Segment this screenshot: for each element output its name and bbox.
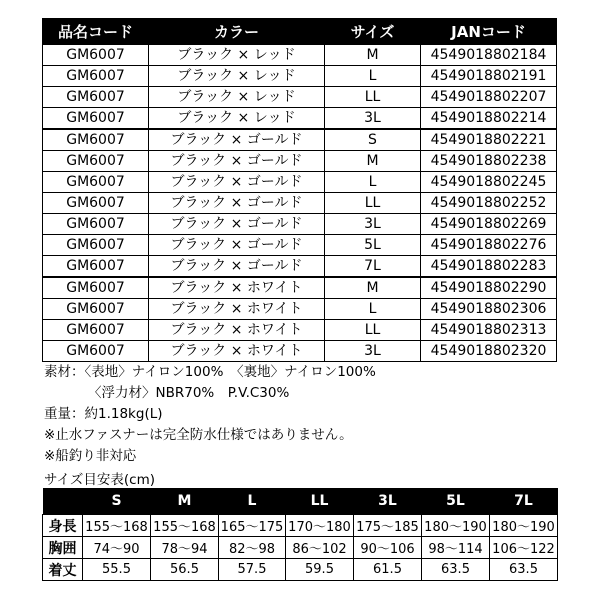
measurement-value: 63.5 [490,559,558,581]
size-chart-title: サイズ目安表(cm) [44,472,156,488]
size-chart-table [42,488,558,581]
table-row [43,235,557,256]
header-color: カラー [149,19,325,45]
size-cell: L [325,172,421,193]
size-cell: 3L [325,341,421,362]
color-cell: ブラック × ゴールド [149,129,325,151]
product-code-cell: GM6007 [43,87,149,108]
measurement-value: 59.5 [286,559,354,581]
measurement-value: 74～90 [83,537,151,559]
size-header-cell: L [219,488,286,515]
jan-code-cell: 4549018802191 [421,66,557,87]
size-chart-corner [43,488,83,515]
color-cell: ブラック × ゴールド [149,256,325,278]
table-row [43,45,557,66]
size-chart-row [43,537,558,559]
size-cell: M [325,151,421,172]
weight-line: 重量：約1.18kg(L) [44,406,163,422]
measurement-value: 63.5 [422,559,490,581]
size-header-cell: 3L [354,488,422,515]
color-cell: ブラック × ゴールド [149,214,325,235]
size-cell: LL [325,87,421,108]
size-header-cell: LL [286,488,354,515]
fishing-note: ※船釣り非対応 [44,448,137,464]
product-code-table [42,18,557,362]
size-header-cell: S [83,488,151,515]
measurement-value: 180～190 [422,515,490,537]
product-code-cell: GM6007 [43,108,149,130]
size-chart-header-row [43,488,558,515]
product-code-cell: GM6007 [43,151,149,172]
product-code-cell: GM6007 [43,235,149,256]
measurement-label: 身長 [43,515,83,537]
measurement-value: 86～102 [286,537,354,559]
jan-code-cell: 4549018802207 [421,87,557,108]
color-cell: ブラック × ゴールド [149,235,325,256]
product-code-cell: GM6007 [43,45,149,66]
color-cell: ブラック × レッド [149,45,325,66]
table-row [43,87,557,108]
product-code-cell: GM6007 [43,172,149,193]
product-code-cell: GM6007 [43,299,149,320]
color-cell: ブラック × ゴールド [149,172,325,193]
size-cell: L [325,299,421,320]
measurement-value: 82～98 [219,537,286,559]
color-cell: ブラック × レッド [149,66,325,87]
measurement-value: 90～106 [354,537,422,559]
size-cell: M [325,45,421,66]
zipper-note: ※止水ファスナーは完全防水仕様ではありません。 [44,427,353,443]
jan-code-cell: 4549018802221 [421,129,557,151]
jan-code-cell: 4549018802214 [421,108,557,130]
jan-code-cell: 4549018802238 [421,151,557,172]
product-notes [44,362,376,467]
size-header-cell: 5L [422,488,490,515]
jan-code-cell: 4549018802283 [421,256,557,278]
table-row [43,320,557,341]
measurement-value: 106～122 [490,537,558,559]
size-cell: LL [325,193,421,214]
jan-code-cell: 4549018802313 [421,320,557,341]
size-cell: 3L [325,108,421,130]
jan-code-cell: 4549018802290 [421,277,557,299]
color-cell: ブラック × ホワイト [149,277,325,299]
measurement-value: 78～94 [151,537,219,559]
measurement-value: 55.5 [83,559,151,581]
product-code-cell: GM6007 [43,256,149,278]
measurement-value: 57.5 [219,559,286,581]
product-table-header-row [43,19,557,45]
measurement-value: 155～168 [151,515,219,537]
table-row [43,256,557,278]
product-code-cell: GM6007 [43,129,149,151]
product-code-cell: GM6007 [43,320,149,341]
color-cell: ブラック × ホワイト [149,341,325,362]
header-size: サイズ [325,19,421,45]
measurement-label: 胸囲 [43,537,83,559]
measurement-value: 56.5 [151,559,219,581]
header-product-code: 品名コード [43,19,149,45]
color-cell: ブラック × レッド [149,87,325,108]
jan-code-cell: 4549018802276 [421,235,557,256]
measurement-value: 61.5 [354,559,422,581]
jan-code-cell: 4549018802184 [421,45,557,66]
size-cell: M [325,277,421,299]
product-code-cell: GM6007 [43,214,149,235]
measurement-value: 170～180 [286,515,354,537]
product-code-cell: GM6007 [43,66,149,87]
product-code-cell: GM6007 [43,341,149,362]
size-cell: 3L [325,214,421,235]
product-code-cell: GM6007 [43,193,149,214]
table-row [43,129,557,151]
table-row [43,151,557,172]
jan-code-cell: 4549018802269 [421,214,557,235]
color-cell: ブラック × ゴールド [149,193,325,214]
header-jan-code: JANコード [421,19,557,45]
size-chart-row [43,559,558,581]
measurement-value: 98～114 [422,537,490,559]
jan-code-cell: 4549018802320 [421,341,557,362]
table-row [43,193,557,214]
size-chart-row [43,515,558,537]
table-row [43,341,557,362]
measurement-value: 165～175 [219,515,286,537]
size-cell: 7L [325,256,421,278]
size-header-cell: M [151,488,219,515]
color-cell: ブラック × ゴールド [149,151,325,172]
material-line-1: 素材：〈表地〉ナイロン100% 〈裏地〉ナイロン100% [44,364,376,380]
size-header-cell: 7L [490,488,558,515]
size-cell: LL [325,320,421,341]
table-row [43,214,557,235]
measurement-value: 180～190 [490,515,558,537]
table-row [43,277,557,299]
table-row [43,299,557,320]
measurement-value: 155～168 [83,515,151,537]
color-cell: ブラック × レッド [149,108,325,130]
table-row [43,66,557,87]
measurement-label: 着丈 [43,559,83,581]
size-cell: L [325,66,421,87]
jan-code-cell: 4549018802245 [421,172,557,193]
table-row [43,172,557,193]
color-cell: ブラック × ホワイト [149,299,325,320]
material-line-2: 〈浮力材〉NBR70% P.V.C30% [88,385,290,401]
jan-code-cell: 4549018802306 [421,299,557,320]
size-cell: S [325,129,421,151]
color-cell: ブラック × ホワイト [149,320,325,341]
product-code-cell: GM6007 [43,277,149,299]
measurement-value: 175～185 [354,515,422,537]
size-cell: 5L [325,235,421,256]
table-row [43,108,557,130]
jan-code-cell: 4549018802252 [421,193,557,214]
